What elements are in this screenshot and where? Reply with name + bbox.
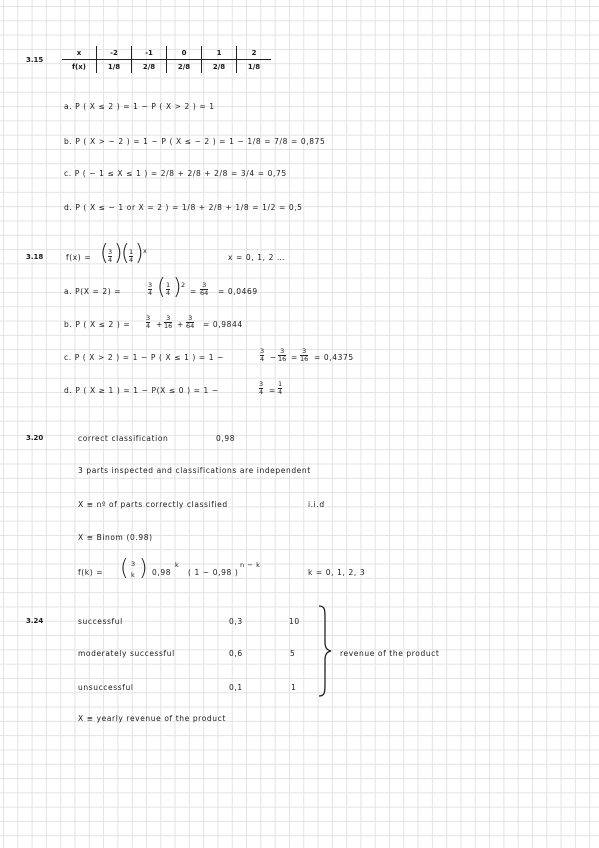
exponent: k — [175, 561, 180, 569]
table-cell: 1/8 — [97, 60, 132, 74]
paren: ) — [135, 241, 144, 266]
pmf-label: f(x) = — [66, 253, 92, 262]
outcome-probability: 0,6 — [229, 649, 243, 658]
problem-number-3-15: 3.15 — [26, 56, 44, 64]
outcome-label: successful — [78, 617, 123, 626]
table-cell: 2 — [237, 46, 272, 60]
curly-brace — [316, 604, 336, 698]
outcome-label: unsuccessful — [78, 683, 134, 692]
paren: ) — [139, 556, 148, 581]
table-cell: 2/8 — [167, 60, 202, 74]
table-cell: f(x) — [72, 62, 86, 71]
table-cell: 0 — [167, 46, 202, 60]
paren: ( — [121, 241, 130, 266]
paren: ) — [173, 275, 182, 300]
outcome-revenue: 1 — [291, 683, 297, 692]
fraction: 1 4 — [278, 380, 283, 396]
equals: = — [291, 353, 298, 362]
plus-sign: + — [156, 320, 163, 329]
answer-3-15-c: c. P ( − 1 ≤ X ≤ 1 ) = 2/8 + 2/8 + 2/8 = 3/4 = 0,75 — [64, 169, 287, 178]
table-row — [62, 46, 271, 60]
answer-3-15-b: b. P ( X > − 2 ) = 1 − P ( X ≤ − 2 ) = 1 − 1/8 = 7/8 = 0,875 — [64, 137, 326, 146]
probability-value: 0,98 — [152, 568, 172, 577]
note-text: correct classification — [78, 434, 169, 443]
note-text: 3 parts inspected and classifications are independent — [78, 466, 311, 475]
result: = 0,9844 — [203, 320, 243, 329]
result: = 0,0469 — [218, 287, 258, 296]
answer-3-18-a: a. P(X = 2) = — [64, 287, 122, 296]
answer-3-15-d: d. P ( X ≤ − 1 or X = 2 ) = 1/8 + 2/8 + 1/8 = 1/2 = 0,5 — [64, 203, 303, 212]
minus-sign: − — [270, 353, 277, 362]
complement-term: ( 1 − 0,98 ) — [188, 568, 239, 577]
note-text: i.i.d — [308, 500, 325, 509]
paren: ) — [114, 241, 123, 266]
fraction: 3 4 — [260, 347, 265, 363]
fraction: 3 4 — [259, 380, 264, 396]
fraction: 3 4 — [146, 314, 151, 330]
plus-sign: + — [177, 320, 184, 329]
fraction: 3 4 — [148, 281, 153, 297]
probability-table — [62, 46, 271, 73]
table-cell: -1 — [132, 46, 167, 60]
equals: = — [190, 287, 197, 296]
fraction: 3 4 — [108, 248, 113, 264]
answer-3-15-a: a. P ( X ≤ 2 ) = 1 − P ( X > 2 ) = 1 — [64, 102, 215, 111]
problem-number-3-20: 3.20 — [26, 434, 44, 442]
random-variable-definition: X ≡ yearly revenue of the product — [78, 714, 226, 723]
fraction: 3 16 — [300, 347, 309, 363]
fraction: 3 64 — [200, 281, 209, 297]
answer-3-18-b: b. P ( X ≤ 2 ) = — [64, 320, 131, 329]
table-cell: 1 — [202, 46, 237, 60]
exponent: x — [143, 247, 148, 255]
pmf-domain: x = 0, 1, 2 … — [228, 253, 286, 262]
table-cell: -2 — [97, 46, 132, 60]
result: = 0,4375 — [314, 353, 354, 362]
outcome-label: moderately successful — [78, 649, 175, 658]
answer-3-18-c: c. P ( X > 2 ) = 1 − P ( X ≤ 1 ) = 1 − — [64, 353, 225, 362]
fraction: 3 64 — [186, 314, 195, 330]
paren: ( — [157, 275, 166, 300]
pmf-domain: k = 0, 1, 2, 3 — [308, 568, 366, 577]
paren: ( — [120, 556, 129, 581]
problem-number-3-24: 3.24 — [26, 617, 44, 625]
fraction: 1 4 — [166, 281, 171, 297]
exponent: 2 — [181, 281, 186, 289]
exponent: n − k — [240, 561, 261, 569]
outcome-probability: 0,3 — [229, 617, 243, 626]
table-cell: 2/8 — [202, 60, 237, 74]
pmf-label: f(k) = — [78, 568, 104, 577]
fraction: 3 16 — [278, 347, 287, 363]
table-cell: x — [62, 46, 97, 60]
answer-3-18-d: d. P ( X ≥ 1 ) = 1 − P(X ≤ 0 ) = 1 − — [64, 386, 219, 395]
table-row — [62, 60, 271, 74]
problem-number-3-18: 3.18 — [26, 253, 44, 261]
distribution: X ≡ Binom (0.98) — [78, 533, 153, 542]
outcome-revenue: 5 — [290, 649, 296, 658]
paren: ( — [100, 241, 109, 266]
random-variable-definition: X ≡ nº of parts correctly classified — [78, 500, 228, 509]
equals: = — [269, 386, 276, 395]
brace-label: revenue of the product — [340, 649, 440, 658]
binomial-top: 3 — [131, 560, 136, 568]
table-cell: 1/8 — [237, 60, 272, 74]
outcome-probability: 0,1 — [229, 683, 243, 692]
fraction: 3 16 — [164, 314, 173, 330]
binomial-bottom: k — [131, 571, 136, 579]
fraction: 1 4 — [129, 248, 134, 264]
note-value: 0,98 — [216, 434, 236, 443]
outcome-revenue: 10 — [289, 617, 300, 626]
table-cell: 2/8 — [132, 60, 167, 74]
